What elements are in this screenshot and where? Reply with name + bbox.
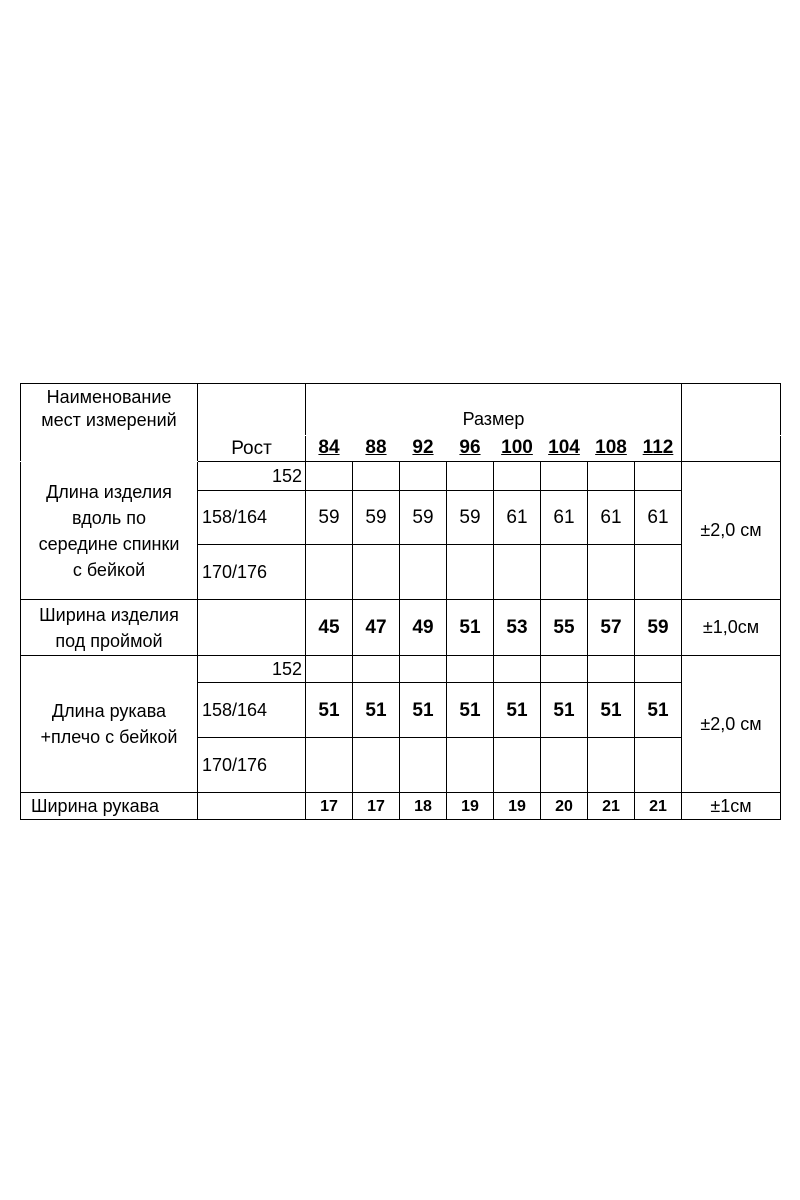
size-value: 47 <box>353 600 400 656</box>
size-header-92: 92 <box>400 436 447 462</box>
size-value: 51 <box>635 683 682 738</box>
size-value: 59 <box>306 491 353 545</box>
measure-name-chest-width: Ширина изделия под проймой <box>21 600 198 656</box>
table-row <box>21 793 781 820</box>
size-value: 61 <box>541 491 588 545</box>
tolerance-header-bottom <box>682 436 781 462</box>
size-value: 21 <box>588 793 635 820</box>
size-value: 18 <box>400 793 447 820</box>
size-header-84: 84 <box>306 436 353 462</box>
height-value: 152 <box>198 656 306 683</box>
size-header-96: 96 <box>447 436 494 462</box>
size-value: 53 <box>494 600 541 656</box>
height-header-top <box>198 384 306 436</box>
size-chart-table <box>20 383 781 820</box>
size-value: 55 <box>541 600 588 656</box>
size-value: 51 <box>400 683 447 738</box>
height-value: 152 <box>198 462 306 491</box>
header-row-top <box>21 384 781 436</box>
size-label: Размер <box>306 384 682 436</box>
size-value: 57 <box>588 600 635 656</box>
size-value: 21 <box>635 793 682 820</box>
measure-title-cell <box>21 384 198 462</box>
height-value: 170/176 <box>198 545 306 600</box>
size-header-104: 104 <box>541 436 588 462</box>
size-value: 61 <box>635 491 682 545</box>
height-label: Рост <box>198 436 306 462</box>
measure-title-line2: мест измерений <box>41 410 177 430</box>
table-row <box>21 462 781 491</box>
size-value: 51 <box>447 600 494 656</box>
size-value: 59 <box>400 491 447 545</box>
measure-name-sleeve-width: Ширина рукава <box>21 793 198 820</box>
size-header-112: 112 <box>635 436 682 462</box>
size-value: 17 <box>353 793 400 820</box>
size-value: 49 <box>400 600 447 656</box>
tolerance-value: ±1см <box>682 793 781 820</box>
size-value: 51 <box>447 683 494 738</box>
size-value: 51 <box>306 683 353 738</box>
measure-title-line1: Наименование <box>46 387 172 407</box>
size-value: 59 <box>635 600 682 656</box>
size-value: 17 <box>306 793 353 820</box>
size-value: 51 <box>588 683 635 738</box>
size-value: 19 <box>494 793 541 820</box>
size-value: 19 <box>447 793 494 820</box>
size-value: 59 <box>447 491 494 545</box>
tolerance-value: ±1,0см <box>682 600 781 656</box>
measure-name-back-length: Длина изделия вдоль по середине спинки с бейкой <box>21 462 198 600</box>
tolerance-value: ±2,0 см <box>682 656 781 793</box>
height-value: 170/176 <box>198 738 306 793</box>
height-value: 158/164 <box>198 491 306 545</box>
height-value: 158/164 <box>198 683 306 738</box>
size-value: 51 <box>541 683 588 738</box>
size-value: 61 <box>588 491 635 545</box>
table-row <box>21 656 781 683</box>
size-value: 61 <box>494 491 541 545</box>
size-value: 20 <box>541 793 588 820</box>
measure-name-sleeve-length: Длина рукава +плечо с бейкой <box>21 656 198 793</box>
size-value: 45 <box>306 600 353 656</box>
size-value: 59 <box>353 491 400 545</box>
table-row <box>21 600 781 656</box>
tolerance-header-top <box>682 384 781 436</box>
tolerance-value: ±2,0 см <box>682 462 781 600</box>
size-value: 51 <box>353 683 400 738</box>
size-header-88: 88 <box>353 436 400 462</box>
size-header-108: 108 <box>588 436 635 462</box>
size-header-100: 100 <box>494 436 541 462</box>
size-value: 51 <box>494 683 541 738</box>
